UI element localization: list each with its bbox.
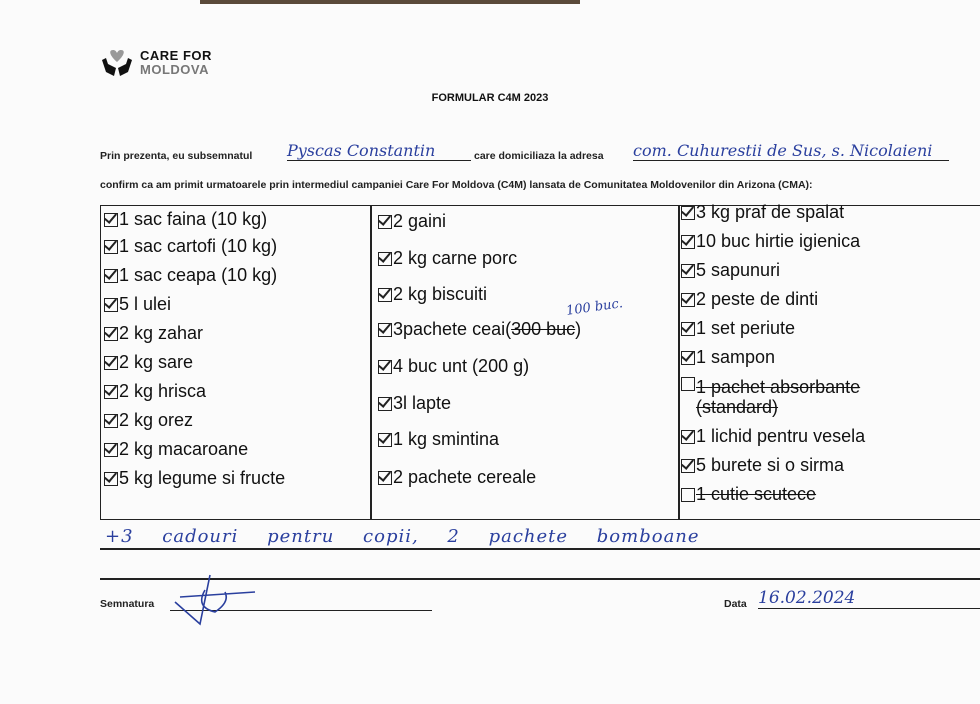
item-label: 2 kg hrisca xyxy=(119,381,207,401)
note-line xyxy=(100,548,980,550)
item-label: 1 lichid pentru vesela xyxy=(696,426,866,446)
checklist-item xyxy=(681,260,780,281)
checklist-item xyxy=(378,319,581,340)
date-field: 16.02.2024 xyxy=(758,588,980,609)
checked-checkbox-icon xyxy=(681,430,695,444)
item-label: 1 kg smintina xyxy=(393,429,500,449)
checked-checkbox-icon xyxy=(378,252,392,266)
item-label: 3l lapte xyxy=(393,393,452,413)
checklist-item xyxy=(681,202,844,223)
item-label: 2 kg macaroane xyxy=(119,439,249,459)
checked-checkbox-icon xyxy=(378,323,392,337)
checkbox-icon xyxy=(681,377,695,391)
logo-line2: MOLDOVA xyxy=(140,62,209,77)
checklist-item xyxy=(378,429,499,450)
checklist-item xyxy=(681,318,795,339)
checklist-item xyxy=(104,209,267,230)
logo-line1: CARE FOR xyxy=(140,48,212,63)
item-label: 1 sampon xyxy=(696,347,776,367)
checked-checkbox-icon xyxy=(104,414,118,428)
intro-middle: care domiciliaza la adresa xyxy=(474,150,604,162)
column-divider xyxy=(370,205,372,519)
checklist-item xyxy=(378,284,487,305)
checked-checkbox-icon xyxy=(378,471,392,485)
checked-checkbox-icon xyxy=(104,385,118,399)
item-label: 4 buc unt (200 g) xyxy=(393,356,530,376)
checked-checkbox-icon xyxy=(681,293,695,307)
checked-checkbox-icon xyxy=(378,433,392,447)
item-label: 1 pachet absorbante (standard) xyxy=(696,377,861,417)
date-label: Data xyxy=(724,598,747,610)
checklist-item xyxy=(378,393,451,414)
item-label: 2 kg biscuiti xyxy=(393,284,488,304)
checklist-item xyxy=(681,347,775,368)
checked-checkbox-icon xyxy=(104,356,118,370)
checked-checkbox-icon xyxy=(104,327,118,341)
item-label: 1 sac cartofi (10 kg) xyxy=(119,236,278,256)
item-label: 5 burete si o sirma xyxy=(696,455,845,475)
item-label: 3pachete ceai( xyxy=(393,319,512,339)
item-label: 2 gaini xyxy=(393,211,447,231)
signature-mark xyxy=(170,572,260,627)
item-label: 2 pachete cereale xyxy=(393,467,537,487)
heart-hands-icon xyxy=(100,48,134,78)
checklist-item xyxy=(681,377,926,417)
column-divider xyxy=(678,205,680,519)
form-title: FORMULAR C4M 2023 xyxy=(431,92,549,104)
checklist-item xyxy=(681,455,844,476)
checked-checkbox-icon xyxy=(681,235,695,249)
checked-checkbox-icon xyxy=(104,472,118,486)
item-label: 5 sapunuri xyxy=(696,260,781,280)
checked-checkbox-icon xyxy=(378,215,392,229)
checklist-item xyxy=(104,410,193,431)
item-label: 2 kg sare xyxy=(119,352,194,372)
checked-checkbox-icon xyxy=(104,240,118,254)
photo-edge xyxy=(200,0,580,4)
item-label: 5 l ulei xyxy=(119,294,172,314)
checkbox-icon xyxy=(681,488,695,502)
checklist-item xyxy=(378,211,446,232)
checked-checkbox-icon xyxy=(681,459,695,473)
item-label: 2 kg zahar xyxy=(119,323,204,343)
checked-checkbox-icon xyxy=(681,322,695,336)
item-label: 3 kg praf de spalat xyxy=(696,202,845,222)
logo xyxy=(100,48,212,78)
checklist-item xyxy=(104,381,206,402)
checklist-item xyxy=(378,467,536,488)
signature-label: Semnatura xyxy=(100,598,155,610)
checklist-item xyxy=(104,236,277,257)
extra-items-note: +3 cadouri pentru copii, 2 pachete bomboane xyxy=(105,526,700,547)
checked-checkbox-icon xyxy=(378,360,392,374)
checklist-item xyxy=(681,231,860,252)
checklist-item xyxy=(104,265,277,286)
checked-checkbox-icon xyxy=(104,269,118,283)
checked-checkbox-icon xyxy=(104,213,118,227)
item-label: 2 kg orez xyxy=(119,410,194,430)
item-label: 1 sac faina (10 kg) xyxy=(119,209,268,229)
item-label: 2 peste de dinti xyxy=(696,289,819,309)
checked-checkbox-icon xyxy=(681,264,695,278)
checked-checkbox-icon xyxy=(104,298,118,312)
checklist-item xyxy=(681,289,818,310)
checklist-item xyxy=(104,352,193,373)
item-label: 2 kg carne porc xyxy=(393,248,518,268)
item-label: 5 kg legume si fructe xyxy=(119,468,286,488)
checklist-item xyxy=(681,484,816,505)
name-field: Pyscas Constantin xyxy=(287,141,471,161)
intro-line2: confirm ca am primit urmatoarele prin intermediul campaniei Care For Moldova (C4M) lansata de Comunitatea Moldovenilor din Arizona (CMA): xyxy=(100,179,813,191)
checked-checkbox-icon xyxy=(681,206,695,220)
checklist-item xyxy=(104,439,248,460)
checklist-item xyxy=(378,356,529,377)
checklist-item xyxy=(104,323,203,344)
checked-checkbox-icon xyxy=(681,351,695,365)
item-label: 10 buc hirtie igienica xyxy=(696,231,861,251)
tea-correction-note: 100 buc. xyxy=(565,296,624,319)
checked-checkbox-icon xyxy=(378,288,392,302)
intro-prefix: Prin prezenta, eu subsemnatul xyxy=(100,150,253,162)
checklist-item xyxy=(681,426,865,447)
struck-quantity: 300 buc xyxy=(511,319,576,339)
item-label: 1 set periute xyxy=(696,318,796,338)
checked-checkbox-icon xyxy=(104,443,118,457)
checklist-item xyxy=(104,468,285,489)
item-label: 1 cutie scutece xyxy=(696,484,817,504)
item-label: 1 sac ceapa (10 kg) xyxy=(119,265,278,285)
checked-checkbox-icon xyxy=(378,397,392,411)
paren-close: ) xyxy=(575,319,582,339)
checklist-item xyxy=(378,248,517,269)
checklist-item xyxy=(104,294,171,315)
address-field: com. Cuhurestii de Sus, s. Nicolaieni xyxy=(633,141,949,161)
